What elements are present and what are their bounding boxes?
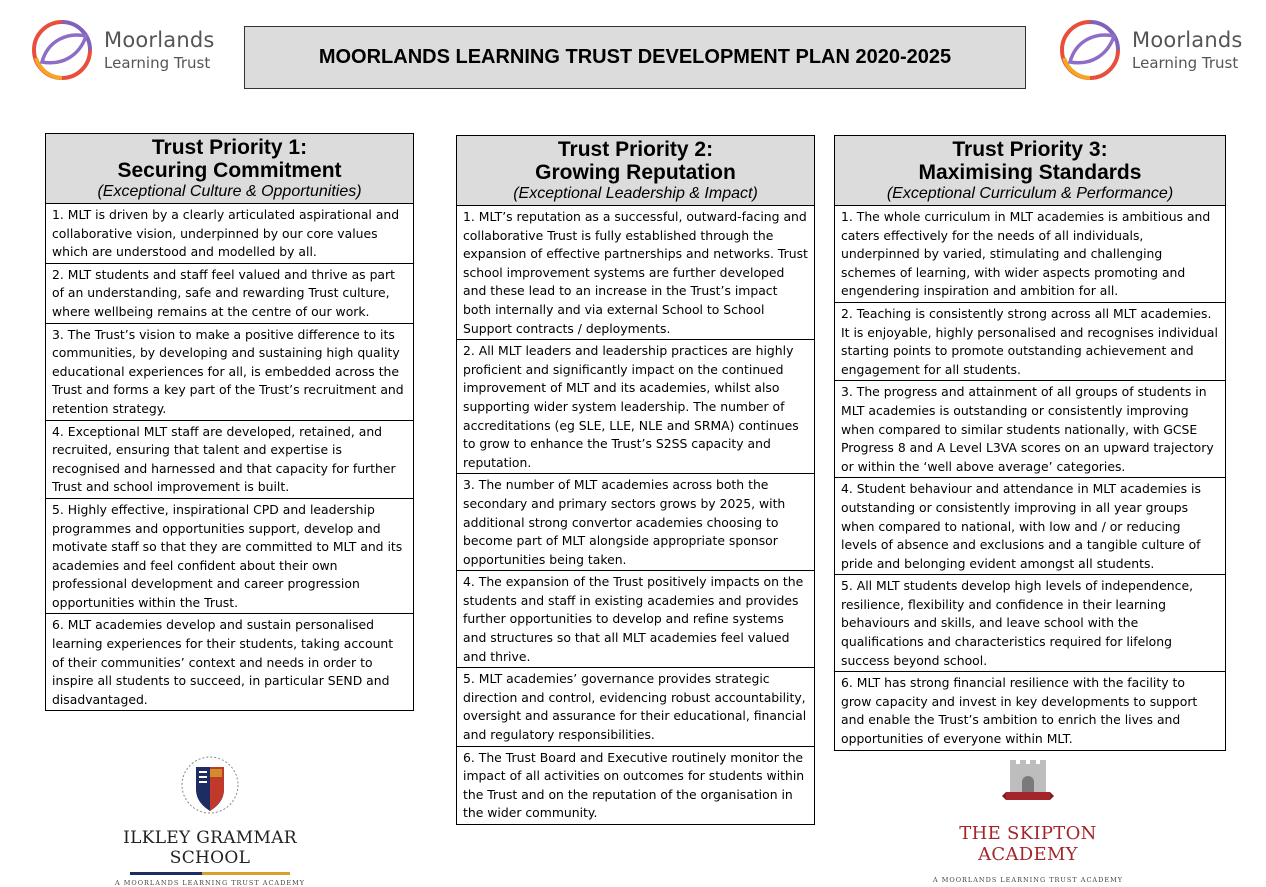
priority-2-item: 4. The expansion of the Trust positively impacts on the students and staff in existing academies and provides further opportunities to develop and refine systems and structures so that all MLT academies feel valued and thrive. (457, 571, 814, 668)
mlt-leaf-icon (28, 18, 96, 82)
priority-1-panel (45, 133, 414, 711)
ilkley-grammar-logo (90, 755, 330, 887)
priority-1-item: 1. MLT is driven by a clearly articulated aspirational and collaborative vision, underpinned by our core values which are understood and modelled by all. (46, 204, 413, 264)
priority-3-panel (834, 135, 1226, 751)
mlt-logo-right (1056, 18, 1243, 82)
ilkley-school-name: ILKLEY GRAMMAR SCHOOL (123, 828, 297, 868)
school-crest-icon (178, 755, 242, 817)
priority-1-header (46, 134, 413, 204)
priority-2-item: 3. The number of MLT academies across both the secondary and primary sectors grows by 2025, with additional strong convertor academies choosing to become part of MLT alongside appropriate sponsor opportunities being taken. (457, 474, 814, 571)
priority-1-name: Securing Commitment (117, 159, 342, 182)
priority-3-subtitle: (Exceptional Curriculum & Performance) (886, 185, 1174, 202)
priority-2-item: 1. MLT’s reputation as a successful, outward-facing and collaborative Trust is fully established through the expansion of effective partnerships and networks. Trust school improvement systems are further developed and these lead to an increase in the Trust’s impact both internally and via external School to School Support contracts / deployments. (457, 206, 814, 340)
priority-1-subtitle: (Exceptional Culture & Opportunities) (97, 183, 362, 200)
priority-1-item: 2. MLT students and staff feel valued and thrive as part of an understanding, safe and rewarding Trust culture, where wellbeing remains at the centre of our work. (46, 264, 413, 324)
priority-3-item: 1. The whole curriculum in MLT academies is ambitious and caters effectively for the needs of all individuals, underpinned by varied, stimulating and challenging schemes of learning, with wider aspects promoting and engendering inspiration and ambition for all. (835, 206, 1225, 303)
logo-line-1: Moorlands (104, 27, 215, 52)
priority-3-item: 5. All MLT students develop high levels of independence, resilience, flexibility and confidence in their learning behaviours and skills, and leave school with the qualifications and characteristics required for lifelong success beyond school. (835, 575, 1225, 672)
priority-3-title: Trust Priority 3: (952, 138, 1108, 161)
priority-2-title: Trust Priority 2: (557, 138, 714, 161)
logo-line-1: Moorlands (1132, 27, 1243, 52)
logo-line-2: Learning Trust (1132, 53, 1239, 72)
priority-2-panel (456, 135, 815, 825)
mlt-leaf-icon (1056, 18, 1124, 82)
priority-2-name: Growing Reputation (535, 161, 736, 184)
priority-3-name: Maximising Standards (918, 161, 1142, 184)
skipton-academy-logo (910, 758, 1146, 884)
priority-1-item: 4. Exceptional MLT staff are developed, retained, and recruited, ensuring that talent and expertise is recognised and harnessed and that capacity for further Trust and school improvement is built. (46, 421, 413, 499)
priority-1-item: 6. MLT academies develop and sustain personalised learning experiences for their students, taking account of their communities’ context and needs in order to inspire all students to succeed, in particular SEND and disadvantaged. (52, 617, 394, 707)
priority-2-header (457, 136, 814, 206)
priority-1-item: 5. Highly effective, inspirational CPD and leadership programmes and opportunities support, develop and motivate staff so that they are committed to MLT and its academies and feel confident about their own professional development and career progression opportunities within the Trust. (46, 499, 413, 615)
priority-3-item: 4. Student behaviour and attendance in MLT academies is outstanding or consistently improving in all year groups when compared to national, with low and / or reducing levels of absence and exclusions and a tangible culture of pride and belonging evident amongst all students. (835, 478, 1225, 575)
logo-line-2: Learning Trust (104, 53, 211, 72)
castle-crest-icon (1000, 758, 1056, 814)
page-title: MOORLANDS LEARNING TRUST DEVELOPMENT PLAN 2020-2025 (244, 26, 1026, 89)
priority-2-subtitle: (Exceptional Leadership & Impact) (513, 185, 758, 202)
skipton-subline: A MOORLANDS LEARNING TRUST ACADEMY (932, 876, 1124, 884)
priority-2-item: 5. MLT academies’ governance provides strategic direction and control, evidencing robust accountability, oversight and assurance for their educational, financial and regulatory responsibilities. (457, 668, 814, 746)
priority-2-item: 2. All MLT leaders and leadership practices are highly proficient and significantly impact on the continued improvement of MLT and its academies, whilst also supporting wider system leadership. The number of accreditations (eg SLE, LLE, NLE and SRMA) continues to grow to enhance the Trust’s S2SS capacity and reputation. (457, 340, 814, 474)
priority-3-header (835, 136, 1225, 206)
ilkley-subline: A MOORLANDS LEARNING TRUST ACADEMY (114, 879, 306, 887)
skipton-school-name: THE SKIPTON ACADEMY (959, 823, 1097, 865)
priority-2-item: 6. The Trust Board and Executive routinely monitor the impact of all activities on outcomes for students within the Trust and on the reputation of the organisation in the wider community. (463, 749, 805, 821)
priority-1-item: 3. The Trust’s vision to make a positive difference to its communities, by developing and sustaining high quality educational experiences for all, is embedded across the Trust and forms a key part of the Trust’s recruitment and retention strategy. (46, 324, 413, 421)
priority-3-item: 3. The progress and attainment of all groups of students in MLT academies is outstanding or consistently improving when compared to similar students nationally, with GCSE Progress 8 and A Level L3VA scores on an upward trajectory or within the ‘well above average’ categories. (835, 381, 1225, 478)
priority-3-item: 6. MLT has strong financial resilience with the facility to grow capacity and invest in key developments to support and enable the Trust’s ambition to enrich the lives and opportunities of everyone within MLT. (841, 675, 1198, 747)
ilkley-color-bar (130, 872, 290, 875)
priority-3-item: 2. Teaching is consistently strong across all MLT academies. It is enjoyable, highly personalised and recognises individual starting points to promote outstanding achievement and engagement for all students. (835, 303, 1225, 381)
priority-1-title: Trust Priority 1: (151, 136, 308, 159)
mlt-logo-left (28, 18, 215, 82)
